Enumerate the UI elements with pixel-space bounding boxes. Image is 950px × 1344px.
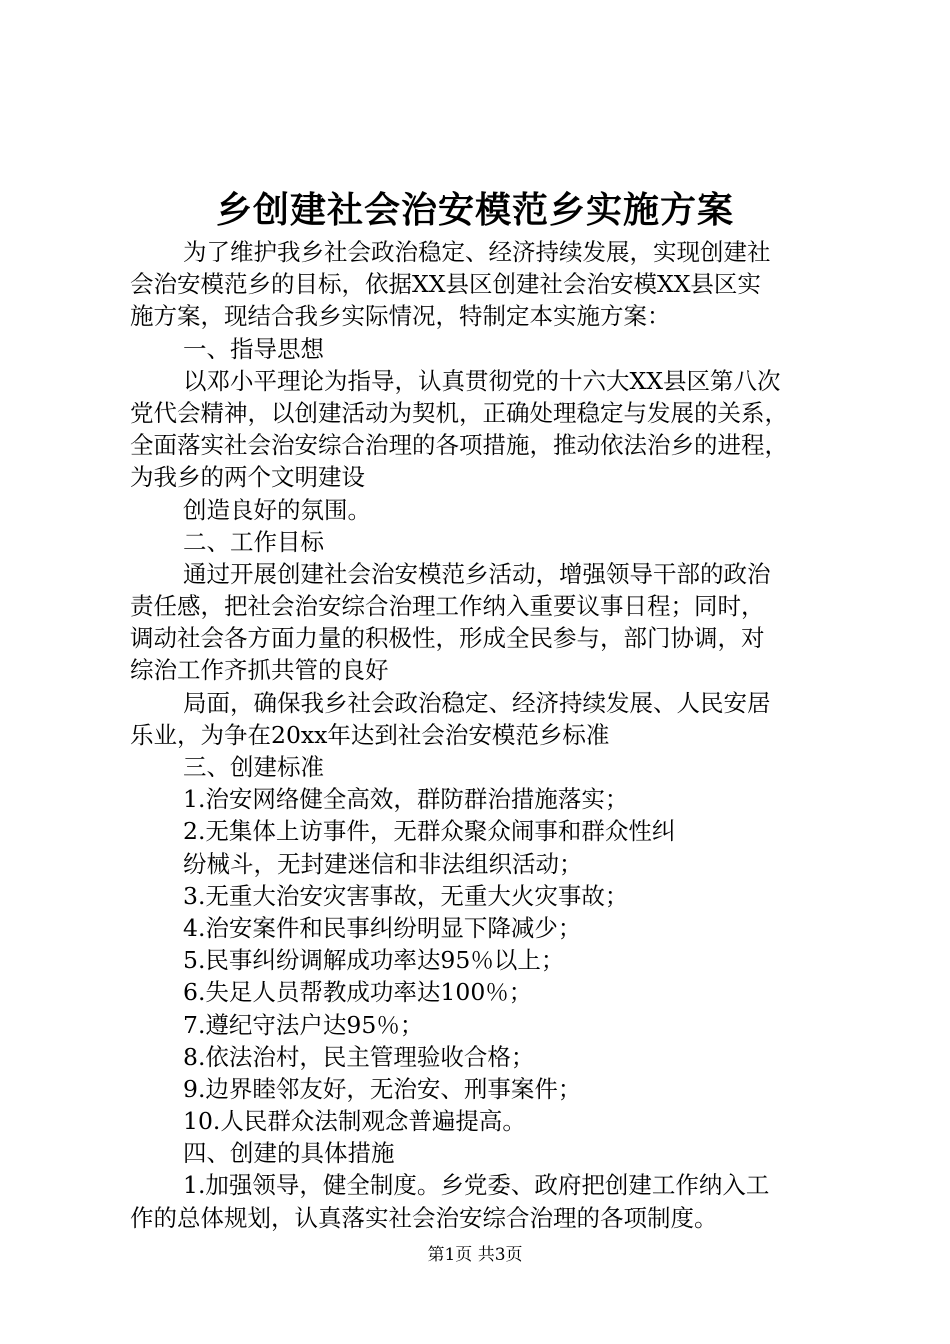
body-line: 通过开展创建社会治安模范乡活动，增强领导干部的政治 <box>183 559 771 588</box>
body-line: 6.失足人员帮教成功率达100％； <box>183 978 533 1007</box>
body-line: 全面落实社会治安综合治理的各项措施，推动依法治乡的进程， <box>130 431 788 460</box>
page-footer: 第1页 共3页 <box>427 1245 523 1265</box>
body-line: 1.加强领导，健全制度。乡党委、政府把创建工作纳入工 <box>183 1171 770 1200</box>
body-line: 作的总体规划，认真落实社会治安综合治理的各项制度。 <box>130 1203 718 1232</box>
body-line: 以邓小平理论为指导，认真贯彻党的十六大XX县区第八次 <box>183 366 781 395</box>
body-line: 责任感，把社会治安综合治理工作纳入重要议事日程；同时， <box>130 592 765 621</box>
body-line: 8.依法治村，民主管理验收合格； <box>183 1042 535 1071</box>
body-line: 9.边界睦邻友好，无治安、刑事案件； <box>183 1074 582 1103</box>
body-line: 2.无集体上访事件，无群众聚众闹事和群众性纠 <box>183 817 676 846</box>
body-line: 三、创建标准 <box>183 753 324 781</box>
body-line: 调动社会各方面力量的积极性，形成全民参与，部门协调，对 <box>130 624 765 653</box>
body-line: 纷械斗，无封建迷信和非法组织活动； <box>183 849 583 878</box>
body-line: 3.无重大治安灾害事故，无重大火灾事故； <box>183 881 629 910</box>
body-line: 局面，确保我乡社会政治稳定、经济持续发展、人民安居 <box>183 688 771 717</box>
body-line: 7.遵纪守法户达95％； <box>183 1010 424 1039</box>
document-body <box>130 236 830 1234</box>
body-line: 为了维护我乡社会政治稳定、经济持续发展，实现创建社 <box>183 238 771 266</box>
body-line: 创造良好的氛围。 <box>183 495 371 524</box>
body-line: 四、创建的具体措施 <box>183 1139 395 1168</box>
body-line: 1.治安网络健全高效，群防群治措施落实； <box>183 785 629 814</box>
body-line: 施方案，现结合我乡实际情况，特制定本实施方案： <box>130 302 671 331</box>
body-line: 党代会精神，以创建活动为契机，正确处理稳定与发展的关系， <box>130 398 788 427</box>
body-line: 二、工作目标 <box>183 527 324 556</box>
body-line: 为我乡的两个文明建设 <box>130 463 365 492</box>
body-line: 4.治安案件和民事纠纷明显下降减少； <box>183 913 582 942</box>
body-line: 一、指导思想 <box>183 334 324 363</box>
body-line: 10.人民群众法制观念普遍提高。 <box>183 1107 526 1136</box>
body-line: 综治工作齐抓共管的良好 <box>130 656 389 685</box>
body-line: 乐业，为争在20xx年达到社会治安模范乡标准 <box>130 720 610 749</box>
body-line: 5.民事纠纷调解成功率达95％以上； <box>183 946 565 975</box>
document-title: 乡创建社会治安模范乡实施方案 <box>215 189 734 231</box>
body-line: 会治安模范乡的目标，依据XX县区创建社会治安模XX县区实 <box>130 270 761 299</box>
